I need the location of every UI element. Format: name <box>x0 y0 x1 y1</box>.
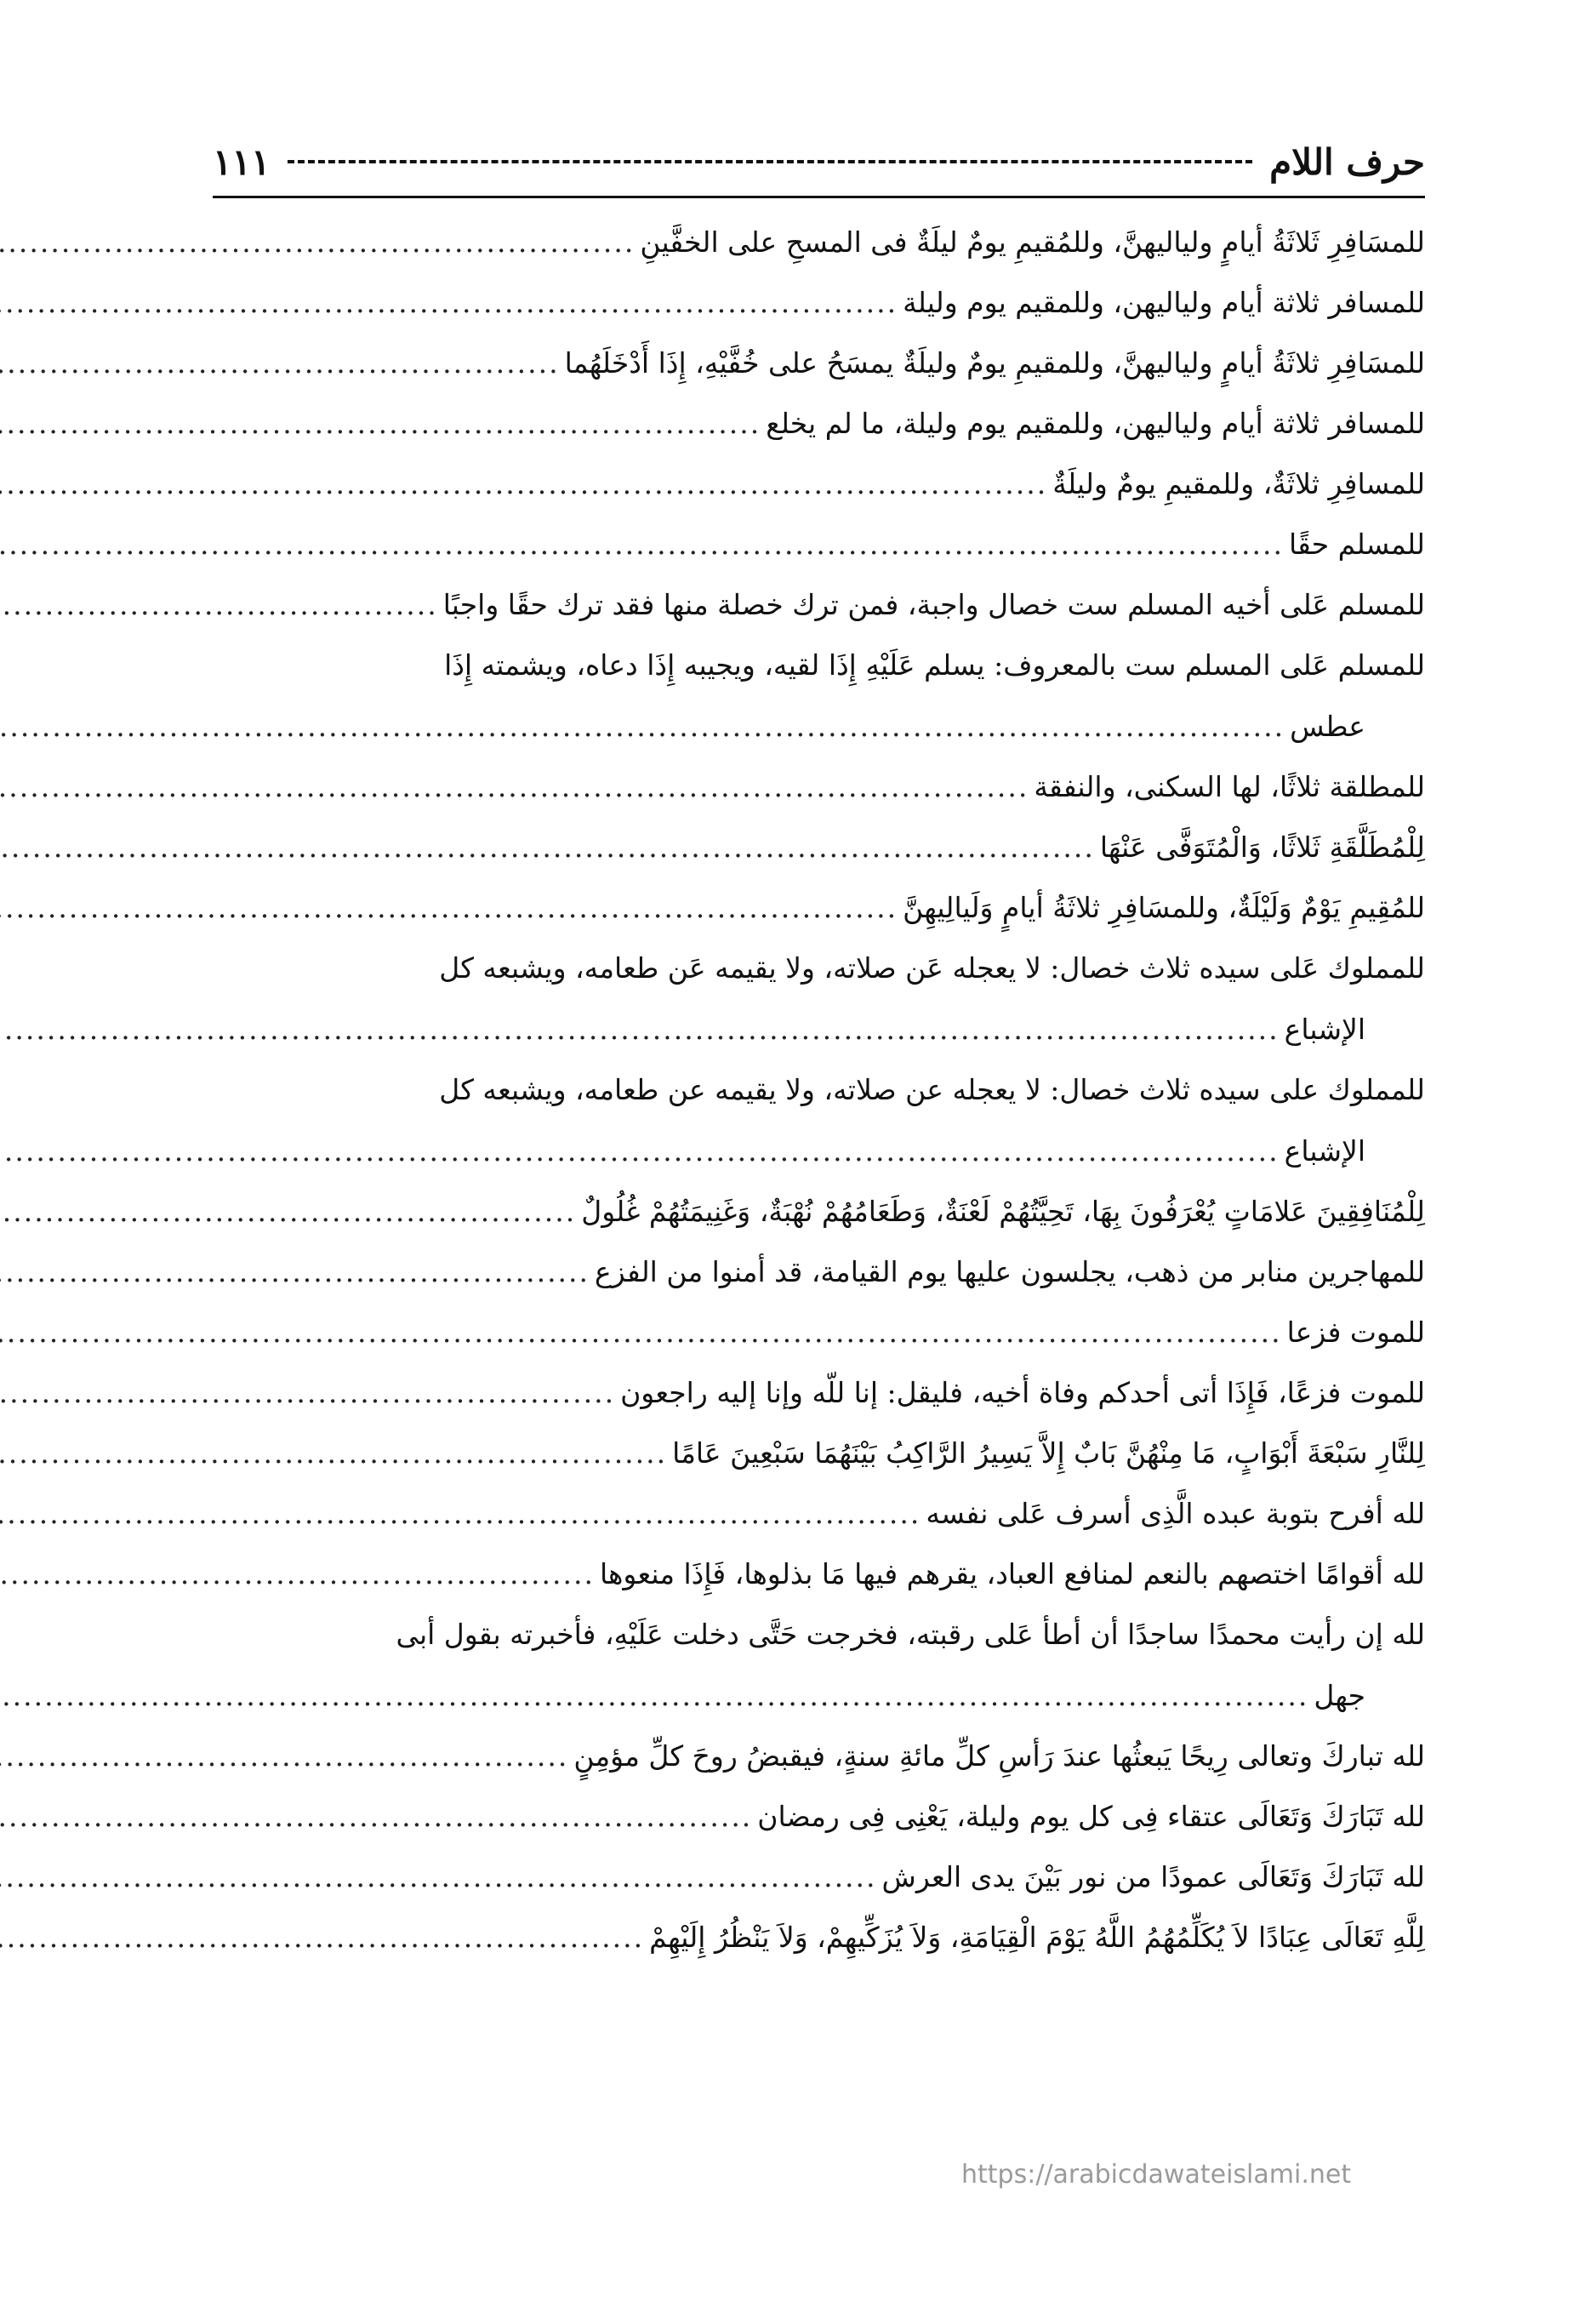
index-entry <box>213 938 1425 1059</box>
index-entry <box>213 1423 1425 1483</box>
header-rule <box>288 160 1252 163</box>
index-entry <box>213 574 1425 635</box>
chapter-title: حرف اللام <box>1269 140 1425 183</box>
entry-text: للموت فزعًا، فَإِذَا أتى أحدكم وفاة أخيه، فليقل: إنا للّه وإنا إليه راجعون <box>620 1376 1425 1409</box>
entry-text: للمملوك عَلى سيده ثلاث خصال: لا يعجله عَن صلاته، ولا يقيمه عَن طعامه، ويشبعه كل <box>439 951 1425 985</box>
entry-text: للمهاجرين منابر من ذهب، يجلسون عليها يوم القيامة، قد أمنوا من الفزع <box>595 1255 1425 1288</box>
index-entry <box>213 1242 1425 1302</box>
entry-text: لله أقوامًا اختصهم بالنعم لمنافع العباد، يقرهم فيها مَا بذلوها، فَإِذَا منعوها <box>599 1557 1425 1590</box>
entry-continuation-line <box>213 986 1425 1048</box>
entry-text: لله أفرح بتوبة عبده الَّذِى أسرف عَلى نفسه <box>926 1497 1425 1530</box>
index-entry <box>213 1786 1425 1847</box>
index-entry <box>213 1726 1425 1786</box>
leader-dots <box>0 1739 568 1774</box>
index-entry <box>213 1362 1425 1423</box>
leader-dots <box>0 1920 644 1956</box>
entry-text: لله تَبَارَكَ وَتَعَالَى عمودًا من نور بَيْنَ يدى العرش <box>881 1860 1425 1893</box>
entry-continuation-line <box>213 683 1425 745</box>
leader-dots <box>0 1375 615 1411</box>
index-entry <box>213 1059 1425 1181</box>
leader-dots <box>0 527 1284 562</box>
entry-continuation: عطس <box>1290 710 1365 743</box>
entry-text: للمسافر ثلاثة أيام ولياليهن، وللمقيم يوم وليلة، ما لم يخلع <box>766 407 1425 440</box>
index-entry <box>213 1604 1425 1726</box>
index-entry <box>213 877 1425 938</box>
entry-text: لِلْمُطَلَّقَةِ ثَلاثًا، وَالْمُتَوَفَّى عَنْهَا <box>1099 831 1425 864</box>
leader-dots <box>0 890 898 926</box>
entry-continuation: جهل <box>1314 1679 1365 1712</box>
leader-dots <box>0 1436 667 1471</box>
leader-dots <box>0 1254 590 1290</box>
leader-dots <box>0 466 1047 502</box>
leader-dots <box>0 1012 1280 1048</box>
entry-text: للمملوك على سيده ثلاث خصال: لا يعجله عن صلاته، ولا يقيمه عن طعامه، ويشبعه كل <box>439 1073 1425 1106</box>
leader-dots <box>0 1678 1308 1714</box>
entry-text: للمسلم عَلى المسلم ست بالمعروف: يسلم عَلَيْهِ إِذَا لقيه، ويجيبه إِذَا دعاه، ويشمته إِذَا <box>444 648 1425 682</box>
index-entry <box>213 1907 1425 1967</box>
leader-dots <box>0 709 1285 745</box>
page-number: ١١١ <box>213 140 271 183</box>
entry-text: للمسَافِرِ ثَلاثَةُ أيامٍ ولياليهنَّ، وللمُقيمِ يومٌ ليلَةٌ فى المسحِ على الخفَّينِ <box>640 226 1425 259</box>
entry-text: لِلنَّارِ سَبْعَةَ أَبْوَابٍ، مَا مِنْهُنَّ بَابٌ إِلاَّ يَسِيرُ الرَّاكِبُ بَيْنَهُمَا سَبْعِينَ عَامًا <box>672 1436 1425 1470</box>
watermark: https://arabicdawateislami.net <box>961 2160 1352 2190</box>
leader-dots <box>0 225 635 260</box>
entry-continuation-line <box>213 1108 1425 1169</box>
index-entry <box>213 817 1425 877</box>
index-entry <box>213 333 1425 393</box>
index-entry <box>213 272 1425 333</box>
leader-dots <box>0 1799 752 1835</box>
entry-text: لِلَّهِ تَعَالَى عِبَادًا لاَ يُكَلِّمُهُمُ اللَّهُ يَوْمَ الْقِيَامَةِ، وَلاَ يُزَكِّيهِمْ، وَلاَ يَنْظُرُ إِلَيْهِمْ <box>649 1921 1425 1954</box>
leader-dots <box>0 1315 1282 1350</box>
leader-dots <box>0 830 1095 865</box>
index-entry <box>213 1847 1425 1907</box>
entries-list <box>213 212 1425 1967</box>
entry-text: للمطلقة ثلاثًا، لها السكنى، والنفقة <box>1034 770 1425 803</box>
leader-dots <box>0 1496 921 1532</box>
book-page <box>213 128 1425 1967</box>
entry-text: للمُقِيمِ يَوْمٌ وَلَيْلَةٌ، وللمسَافِرِ ثلاثَةُ أيامٍ وَلَيالِيهِنَّ <box>903 891 1425 924</box>
index-entry <box>213 1483 1425 1544</box>
entry-text: لله تَبَارَكَ وَتَعَالَى عتقاء فِى كل يوم وليلة، يَعْنِى فِى رمضان <box>757 1800 1425 1833</box>
entry-text: للمسلم حقًا <box>1288 528 1425 561</box>
entry-continuation-line <box>213 1653 1425 1714</box>
entry-text: لله تباركَ وتعالى رِيحًا يَبعثُها عندَ رَأسِ كلِّ مائةِ سنةٍ، فيقبضُ روحَ كلِّ مؤمِنٍ <box>573 1739 1425 1773</box>
page-header <box>213 128 1425 198</box>
index-entry <box>213 1302 1425 1362</box>
index-entry <box>213 393 1425 454</box>
leader-dots <box>0 587 438 623</box>
leader-dots <box>0 345 560 381</box>
leader-dots <box>0 285 898 321</box>
entry-text: للموت فزعا <box>1286 1316 1425 1349</box>
leader-dots <box>0 1194 576 1230</box>
entry-text: للمسَافِرِ ثلاثَةُ أيامٍ ولياليهنَّ، وللمقيمِ يومٌ وليلَةٌ يمسَحُ على خُفَّيْهِ، إِذَا أَدْخَلَهُما <box>564 346 1425 380</box>
entry-text: لله إن رأيت محمدًا ساجدًا أن أطأ عَلى رقبته، فخرجت حَتَّى دخلت عَلَيْهِ، فأخبرته بقول أبى <box>396 1618 1425 1651</box>
index-entry <box>213 1544 1425 1604</box>
leader-dots <box>0 406 761 442</box>
leader-dots <box>0 769 1029 805</box>
index-entry <box>213 212 1425 272</box>
entry-text: للمسافِرِ ثلاثَةٌ، وللمقيمِ يومٌ وليلَةٌ <box>1052 467 1425 500</box>
index-entry <box>213 454 1425 514</box>
index-entry <box>213 1181 1425 1242</box>
index-entry <box>213 757 1425 817</box>
entry-continuation: الإشباع <box>1284 1134 1365 1168</box>
entry-text: للمسافر ثلاثة أيام ولياليهن، وللمقيم يوم وليلة <box>903 286 1425 319</box>
leader-dots <box>0 1556 595 1592</box>
entry-text: لِلْمُنَافِقِينَ عَلامَاتٍ يُعْرَفُونَ بِهَا، تَحِيَّتُهُمْ لَعْنَةٌ، وَطَعَامُهُمْ نُهْبَةٌ، وَغَنِيمَتُهُمْ غُلُولٌ <box>581 1195 1425 1228</box>
index-entry <box>213 635 1425 757</box>
leader-dots <box>0 1133 1280 1169</box>
entry-continuation: الإشباع <box>1284 1013 1365 1046</box>
leader-dots <box>0 1859 877 1895</box>
entry-text: للمسلم عَلى أخيه المسلم ست خصال واجبة، فمن ترك خصلة منها فقد ترك حقًا واجبًا <box>442 588 1425 621</box>
index-entry <box>213 514 1425 574</box>
